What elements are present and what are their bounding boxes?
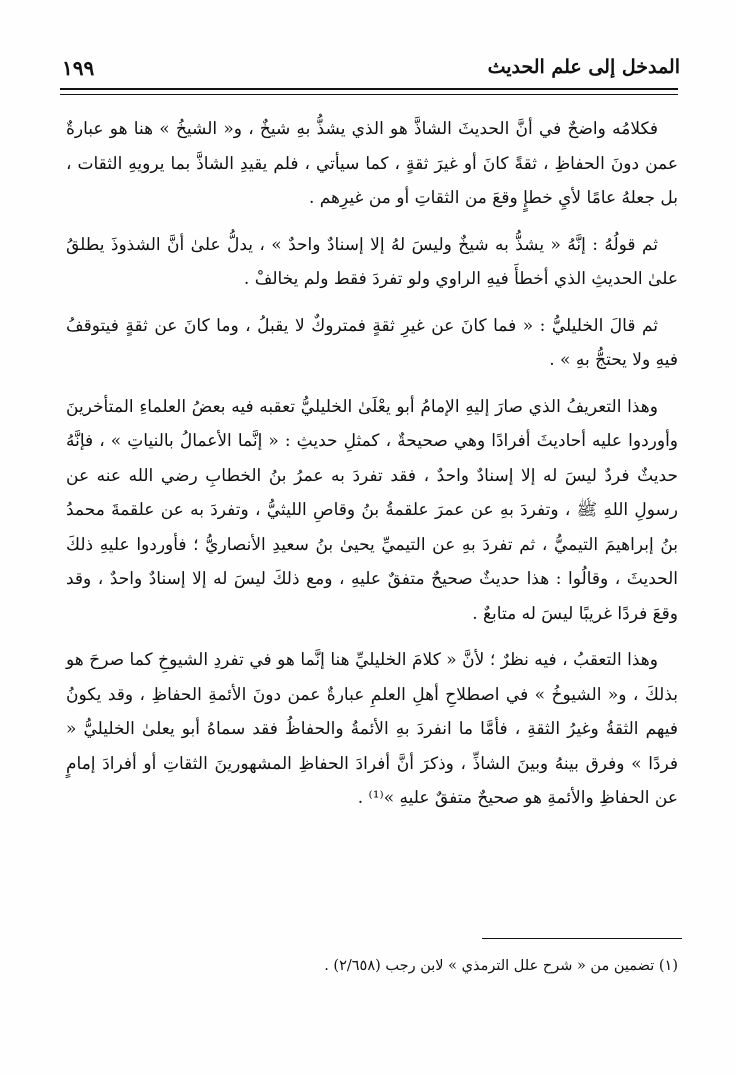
paragraph-3: ثم قالَ الخليليُّ : « فما كانَ عن غيرِ ثقةٍ فمتروكٌ لا يقبلُ ، وما كانَ عن ثقةٍ فيتوقفُ فيهِ ولا يحتجُّ بهِ » . xyxy=(66,315,678,370)
header-rule-thick xyxy=(60,88,678,90)
paragraph-1: فكلامُه واضحٌ في أنَّ الحديثَ الشاذَّ هو الذي يشذُّ بهِ شيخٌ ، و« الشيخُ » هنا هو عبارةٌ عمن دونَ الحفاظِ ، ثقةً كانَ أو غيرَ ثقةٍ ، كما سيأتي ، فلم يقيدِ الشاذَّ بما يرويهِ الثقات ، بل جعلهُ عامًا لأيِ خطإٍ وقعَ من الثقاتِ أو من غيرِهم . xyxy=(66,119,678,208)
page-number: ١٩٩ xyxy=(62,56,95,80)
paragraph-5: وهذا التعقبُ ، فيه نظرٌ ؛ لأنَّ « كلامَ الخليليِّ هنا إنَّما هو في تفردِ الشيوخِ كما صرحَ هو بذلكَ ، و« الشيوخُ » في اصطلاحِ أهلِ العلمِ عبارةٌ عمن دونَ الأئمةِ الحفاظِ ، وقد يكونُ فيهم الثقةُ وغيرُ الثقةِ ، فأمَّا ما انفردَ بهِ الأئمةُ والحفاظُ فقد سماهُ أبو يعلىٰ الخليليُّ « فردًا » وفرق بينهُ وبينَ الشاذِّ ، وذكرَ أنَّ أفرادَ الحفاظِ المشهورينَ الثقاتِ أو أفرادَ إمامٍ عن الحفاظِ والأئمةِ هو صحيحٌ متفقٌ عليهِ »⁽¹⁾ . xyxy=(66,650,678,808)
footnote-separator xyxy=(482,938,682,939)
main-text xyxy=(66,112,678,828)
paragraph-2: ثم قولُهُ : إنَّهُ « يشذُّ به شيخٌ وليسَ لهُ إلا إسنادٌ واحدٌ » ، يدلُّ علىٰ أنَّ الشذوذَ يطلقُ علىٰ الحديثِ الذي أخطأَ فيهِ الراوي ولو تفردَ فقط ولم يخالفْ . xyxy=(66,234,678,289)
book-title: المدخل إلى علم الحديث xyxy=(487,56,680,78)
paragraph-4: وهذا التعريفُ الذي صارَ إليهِ الإمامُ أبو يعْلَىٰ الخليليُّ تعقبه فيه بعضُ العلماءِ المتأخرينَ وأوردوا عليه أحاديثَ أفرادًا وهي صحيحةٌ ، كمثلِ حديثِ : « إنَّما الأعمالُ بالنياتِ » ، فإنَّهُ حديثٌ فردٌ ليسَ له إلا إسنادٌ واحدٌ ، فقد تفردَ به عمرُ بنُ الخطابِ رضي الله عنه عن رسولِ اللهِ ﷺ ، وتفردَ بهِ عن عمرَ علقمةُ بنُ وقاصِ الليثيُّ ، وتفردَ به عن علقمةَ محمدُ بنُ إبراهيمَ التيميُّ ، ثم تفردَ بهِ عن التيميِّ يحيىٰ بنُ سعيدِ الأنصاريُّ ؛ فأوردوا عليهِ ذلكَ الحديثَ ، وقالُوا : هذا حديثٌ صحيحٌ متفقٌ عليهِ ، ومع ذلكَ ليسَ له إلا إسنادٌ واحدٌ ، وقد وقعَ فردًا غريبًا ليسَ له متابعٌ . xyxy=(66,396,678,624)
header-rule-thin xyxy=(60,94,678,95)
running-header xyxy=(62,56,680,84)
footnote: (١) تضمين من « شرح علل الترمذي » لابن رجب (٢/٦٥٨) . xyxy=(324,958,678,974)
